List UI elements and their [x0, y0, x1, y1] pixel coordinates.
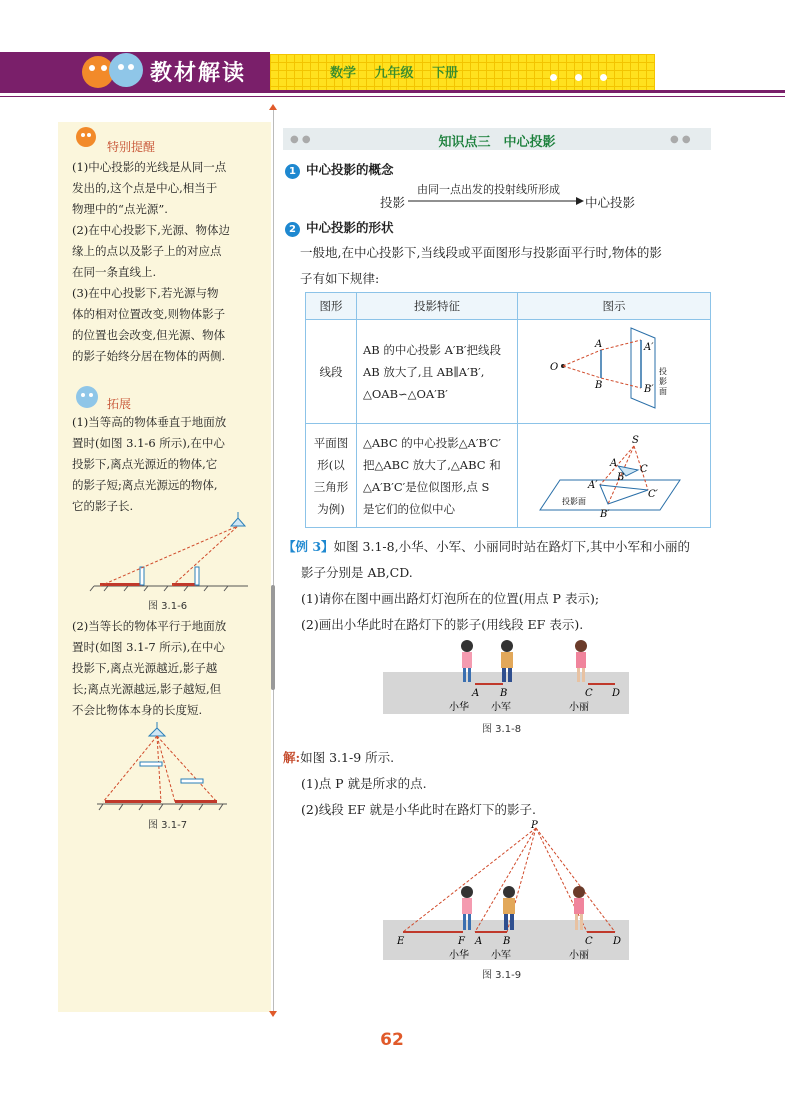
extension-text-2: [72, 616, 267, 721]
label-A: A: [595, 339, 603, 350]
fig9-name-2: 小军: [491, 950, 511, 961]
example-text-1: 如图 3.1-8,小华、小军、小丽同时站在路灯下,其中小军和小丽的: [333, 539, 691, 554]
section-2-intro: [300, 240, 720, 292]
tips-line: 发出的,这个点是中心,相当于: [72, 181, 218, 195]
extension-2-line: 不会比物体本身的长度短.: [72, 703, 203, 717]
fig9-label-D: D: [613, 936, 622, 947]
section-2-heading: [285, 218, 394, 237]
section-1-title: 中心投影的概念: [306, 162, 394, 177]
triangle-projection-diagram: [530, 430, 700, 520]
r2-feature-line: 把△ABC 放大了,△ABC 和: [363, 457, 501, 472]
figure-3-1-8: [383, 632, 629, 718]
header-volume: 下册: [432, 66, 459, 81]
solution-text: 如图 3.1-9 所示.: [300, 750, 395, 765]
r1-feature-line: AB 放大了,且 AB∥A′B′,: [363, 364, 485, 379]
figure-3-1-9: [383, 820, 629, 962]
example-question-1: (1)请你在图中画出路灯灯泡所在的位置(用点 P 表示);: [301, 591, 600, 606]
table-r2-feature: [357, 424, 518, 528]
tips-line: 在同一条直线上.: [72, 265, 157, 279]
label-plane-vertical: 投: [659, 367, 667, 376]
tips-heading: 特别提醒: [107, 140, 156, 154]
fox-mascot-icon: [73, 124, 103, 148]
concept-middle: 由同一点出发的投射线所形成: [417, 183, 560, 196]
r2-shape-line: 平面图: [313, 435, 349, 450]
label-A2-prime: A′: [588, 480, 598, 491]
concept-right: 中心投影: [585, 195, 636, 210]
tips-line: 体的相对位置改变,则物体影子: [72, 307, 226, 321]
label-C-prime: C′: [648, 489, 658, 500]
extension-1-line: 它的影子长.: [72, 499, 134, 513]
header-subject: 数学: [330, 66, 357, 81]
fig8-label-B: B: [500, 688, 508, 699]
fig8-label-C: C: [585, 688, 593, 699]
extension-2-line: 投影下,离点光源越近,影子越: [72, 661, 218, 675]
table-r2-shape: [306, 424, 357, 528]
svg-text:面: 面: [659, 387, 667, 396]
fig9-label-B: B: [503, 936, 511, 947]
table-header-diagram: 图示: [518, 293, 711, 320]
scrollbar-thumb[interactable]: [271, 585, 275, 690]
r2-feature-line: 是它们的位似中心: [363, 501, 455, 516]
elephant-mascot-icon: [73, 384, 103, 410]
solution-label: 解:: [283, 750, 301, 765]
tips-line: 缘上的点以及影子上的对应点: [72, 244, 222, 258]
tips-line: (2)在中心投影下,光源、物体边: [72, 223, 230, 237]
segment-projection-diagram: [545, 322, 695, 412]
fig9-label-A: A: [475, 936, 483, 947]
figure-3-1-9-caption: 图 3.1-9: [482, 970, 522, 981]
divider-arrow-up-icon: [269, 104, 277, 110]
fig9-label-E: E: [397, 936, 405, 947]
fig8-label-D: D: [612, 688, 621, 699]
kp-dots-right: ● ●: [670, 134, 691, 145]
header-dots: [550, 66, 625, 85]
label-B2-prime: B′: [600, 509, 610, 520]
extension-1-line: 的影子短;离点光源远的物体,: [72, 478, 218, 492]
header-subtitle: [330, 62, 472, 81]
figure-3-1-8-caption: 图 3.1-8: [482, 724, 522, 735]
example-question-2: (2)画出小华此时在路灯下的影子(用线段 EF 表示).: [301, 617, 584, 632]
intro-line-1: 一般地,在中心投影下,当线段或平面图形与投影面平行时,物体的影: [300, 245, 662, 260]
tips-text: [72, 157, 267, 367]
table-header-shape: 图形: [306, 293, 357, 320]
concept-arrow-icon: [408, 196, 584, 206]
label-B: B: [595, 380, 603, 391]
extension-1-line: (1)当等高的物体垂直于地面放: [72, 415, 227, 429]
mascot-logo: [78, 48, 148, 92]
label-A-prime: A′: [644, 342, 654, 353]
r2-shape-line: 为例): [317, 501, 345, 516]
r2-shape-line: 三角形: [313, 479, 349, 494]
extension-2-line: (2)当等长的物体平行于地面放: [72, 619, 227, 633]
tips-line: 物理中的“点光源”.: [72, 202, 168, 216]
label-B2: B: [617, 472, 625, 483]
r1-feature-line: △OAB∽△OA′B′: [363, 386, 448, 401]
tips-line: 的位置也会改变,但光源、物体: [72, 328, 226, 342]
label-O: O: [550, 362, 559, 373]
kp-dots-left: ● ●: [290, 134, 311, 145]
fig8-name-3: 小丽: [569, 702, 589, 713]
fig8-name-1: 小华: [449, 702, 469, 713]
r2-feature-line: △ABC 的中心投影△A′B′C′: [363, 435, 501, 450]
fig9-label-C: C: [585, 936, 593, 947]
page-number: 62: [380, 1030, 404, 1050]
table-r1-shape: 线段: [306, 320, 357, 424]
label-A2: A: [610, 458, 618, 469]
knowledge-point-title: 知识点三 中心投影: [438, 135, 556, 150]
figure-3-1-7: [93, 722, 233, 814]
extension-2-line: 长;离点光源越远,影子越短,但: [72, 682, 222, 696]
svg-text:影: 影: [659, 377, 667, 386]
solution-answer-1: (1)点 P 就是所求的点.: [301, 776, 427, 791]
tips-line: (3)在中心投影下,若光源与物: [72, 286, 219, 300]
divider-arrow-down-icon: [269, 1011, 277, 1017]
table-header-feature: 投影特征: [357, 293, 518, 320]
example-3: [283, 534, 713, 638]
solution-answer-2: (2)线段 EF 就是小华此时在路灯下的影子.: [301, 802, 536, 817]
tips-line: 的影子始终分居在物体的两侧.: [72, 349, 226, 363]
extension-1-line: 置时(如图 3.1-6 所示),在中心: [72, 436, 225, 450]
label-C: C: [640, 464, 648, 475]
section-2-badge: 2: [285, 222, 300, 237]
fig9-label-P: P: [531, 820, 538, 831]
label-B-prime: B′: [644, 384, 654, 395]
header-rule: [0, 90, 785, 93]
r1-feature-line: AB 的中心投影 A′B′把线段: [363, 342, 502, 357]
header-grade: 九年级: [374, 66, 414, 81]
extension-text-1: [72, 412, 267, 517]
fig9-label-F: F: [458, 936, 465, 947]
intro-line-2: 子有如下规律:: [300, 271, 380, 286]
example-label: 【例 3】: [283, 539, 334, 554]
extension-heading: 拓展: [107, 397, 132, 411]
extension-1-line: 投影下,离点光源近的物体,它: [72, 457, 218, 471]
section-1-heading: [285, 160, 394, 179]
fig9-name-3: 小丽: [569, 950, 589, 961]
header-title: 教材解读: [150, 61, 247, 86]
concept-left: 投影: [380, 195, 406, 210]
figure-3-1-7-caption: 图 3.1-7: [148, 820, 188, 831]
header-rule-thin: [0, 96, 785, 97]
example-text-2: 影子分别是 AB,CD.: [301, 565, 413, 580]
column-divider: [273, 108, 274, 1016]
fig9-name-1: 小华: [449, 950, 469, 961]
r2-shape-line: 形(以: [317, 457, 345, 472]
tips-line: (1)中心投影的光线是从同一点: [72, 160, 227, 174]
r2-feature-line: △A′B′C′是位似图形,点 S: [363, 479, 490, 494]
label-plane-horizontal: 投影面: [562, 497, 586, 506]
section-2-title: 中心投影的形状: [306, 220, 394, 235]
figure-3-1-6-caption: 图 3.1-6: [148, 601, 188, 612]
section-1-badge: 1: [285, 164, 300, 179]
fig8-name-2: 小军: [491, 702, 511, 713]
table-r1-feature: [357, 320, 518, 424]
figure-3-1-6: [88, 512, 258, 592]
label-S: S: [632, 435, 639, 446]
solution: [283, 745, 713, 823]
fig8-label-A: A: [472, 688, 480, 699]
extension-2-line: 置时(如图 3.1-7 所示),在中心: [72, 640, 225, 654]
